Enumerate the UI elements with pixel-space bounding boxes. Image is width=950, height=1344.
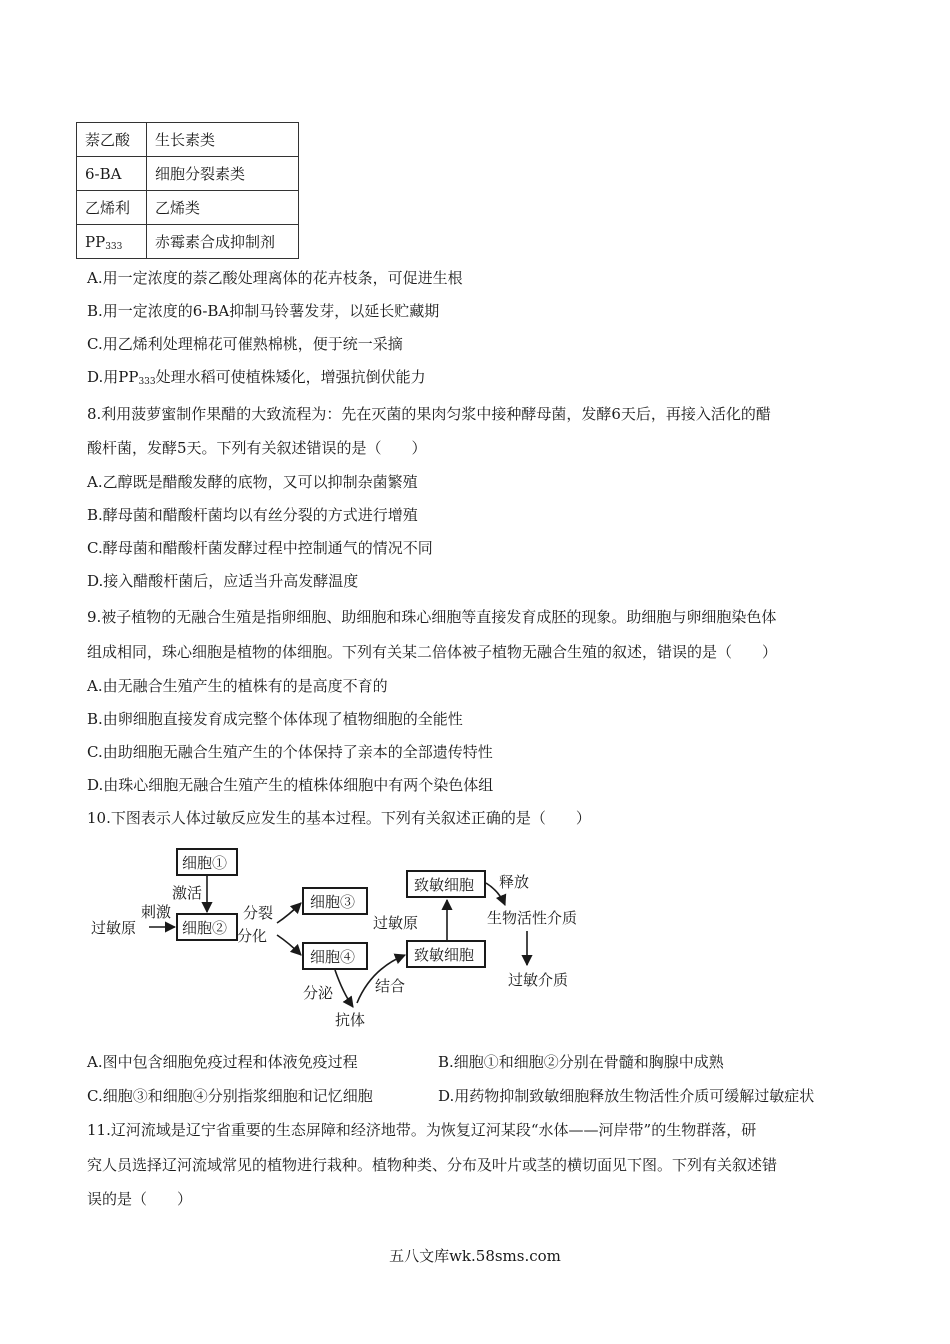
q11-stem-line3: 误的是（ ）	[87, 1190, 193, 1208]
cell2-label: 细胞②	[182, 919, 228, 937]
cell4-label: 细胞④	[310, 948, 356, 966]
allergen-left-label: 过敏原	[91, 919, 137, 937]
allergy-process-diagram	[85, 843, 605, 1038]
divide-label: 分裂	[243, 904, 274, 922]
q7-option-a: A.用一定浓度的萘乙酸处理离体的花卉枝条，可促进生根	[87, 269, 463, 287]
q8-option-a: A.乙醇既是醋酸发酵的底物，又可以抑制杂菌繁殖	[87, 473, 418, 491]
pp-text: PP	[85, 232, 106, 251]
q10-option-a: A.图中包含细胞免疫过程和体液免疫过程	[87, 1053, 358, 1071]
table-row	[77, 123, 299, 157]
table-row	[77, 191, 299, 225]
q7-option-b: B.用一定浓度的6-BA抑制马铃薯发芽，以延长贮藏期	[87, 302, 440, 320]
activate-label: 激活	[172, 884, 203, 902]
table-cell	[77, 225, 147, 259]
bioactive-media-label: 生物活性介质	[487, 909, 578, 927]
q10-option-b: B.细胞①和细胞②分别在骨髓和胸腺中成熟	[438, 1053, 724, 1071]
page-footer: 五八文库wk.58sms.com	[389, 1247, 561, 1265]
q9-option-c: C.由助细胞无融合生殖产生的个体保持了亲本的全部遗传特性	[87, 743, 493, 761]
q7-option-c: C.用乙烯利处理棉花可催熟棉桃，便于统一采摘	[87, 335, 403, 353]
q11-stem-line1: 11.辽河流域是辽宁省重要的生态屏障和经济地带。为恢复辽河某段“水体——河岸带”的生物群落，研	[87, 1121, 757, 1139]
allergen-mid-label: 过敏原	[373, 914, 419, 932]
q8-option-c: C.酵母菌和醋酸杆菌发酵过程中控制通气的情况不同	[87, 539, 433, 557]
table-cell: 生长素类	[147, 123, 299, 157]
sensitized-cell-top-label: 致敏细胞	[414, 876, 475, 894]
cell3-label: 细胞③	[310, 893, 356, 911]
cell1-label: 细胞①	[182, 854, 228, 872]
q9-stem-line1: 9.被子植物的无融合生殖是指卵细胞、助细胞和珠心细胞等直接发育成胚的现象。助细胞与卵细胞染色体	[87, 608, 777, 626]
regulator-table	[76, 122, 299, 259]
q10-option-c: C.细胞③和细胞④分别指浆细胞和记忆细胞	[87, 1087, 373, 1105]
q7-d-pre: D.用PP	[87, 368, 139, 386]
table-cell: 萘乙酸	[77, 123, 147, 157]
stimulate-label: 刺激	[141, 903, 172, 921]
q10-stem: 10.下图表示人体过敏反应发生的基本过程。下列有关叙述正确的是（ ）	[87, 809, 591, 827]
q8-option-d: D.接入醋酸杆菌后，应适当升高发酵温度	[87, 572, 359, 590]
arrow-to-cell4	[277, 935, 301, 955]
q7-option-d	[87, 367, 426, 390]
secrete-label: 分泌	[303, 984, 334, 1002]
table-cell: 6-BA	[77, 157, 147, 191]
bind-label: 结合	[375, 977, 406, 995]
sensitized-cell-bottom-label: 致敏细胞	[414, 946, 475, 964]
q8-option-b: B.酵母菌和醋酸杆菌均以有丝分裂的方式进行增殖	[87, 506, 418, 524]
q9-stem-line2: 组成相同，珠心细胞是植物的体细胞。下列有关某二倍体被子植物无融合生殖的叙述，错误的是（ ）	[87, 643, 778, 661]
q11-stem-line2: 究人员选择辽河流域常见的植物进行栽种。植物种类、分布及叶片或茎的横切面见下图。下列有关叙述错	[87, 1156, 778, 1174]
q9-option-b: B.由卵细胞直接发育成完整个体体现了植物细胞的全能性	[87, 710, 463, 728]
q10-option-d: D.用药物抑制致敏细胞释放生物活性介质可缓解过敏症状	[438, 1087, 815, 1105]
q7-d-post: 处理水稻可使植株矮化，增强抗倒伏能力	[155, 368, 426, 386]
q8-stem-line2: 酸杆菌，发酵5天。下列有关叙述错误的是（ ）	[87, 439, 427, 457]
arrow-to-cell3	[277, 903, 301, 923]
table-cell: 乙烯利	[77, 191, 147, 225]
q7-d-sub: 333	[138, 377, 156, 387]
table-cell: 细胞分裂素类	[147, 157, 299, 191]
q8-stem-line1: 8.利用菠萝蜜制作果醋的大致流程为：先在灭菌的果肉匀浆中接种酵母菌，发酵6天后，再接入活化的醋	[87, 405, 771, 423]
table-row	[77, 225, 299, 259]
differentiate-label: 分化	[237, 927, 268, 945]
table-row	[77, 157, 299, 191]
allergy-media-label: 过敏介质	[508, 971, 569, 989]
table-cell: 赤霉素合成抑制剂	[147, 225, 299, 259]
q9-option-d: D.由珠心细胞无融合生殖产生的植株体细胞中有两个染色体组	[87, 776, 494, 794]
release-label: 释放	[499, 873, 530, 891]
q9-option-a: A.由无融合生殖产生的植株有的是高度不育的	[87, 677, 388, 695]
arrow-cell4-to-antibody	[335, 970, 353, 1007]
antibody-label: 抗体	[335, 1011, 366, 1029]
pp-subscript: 333	[105, 241, 123, 252]
table-cell: 乙烯类	[147, 191, 299, 225]
